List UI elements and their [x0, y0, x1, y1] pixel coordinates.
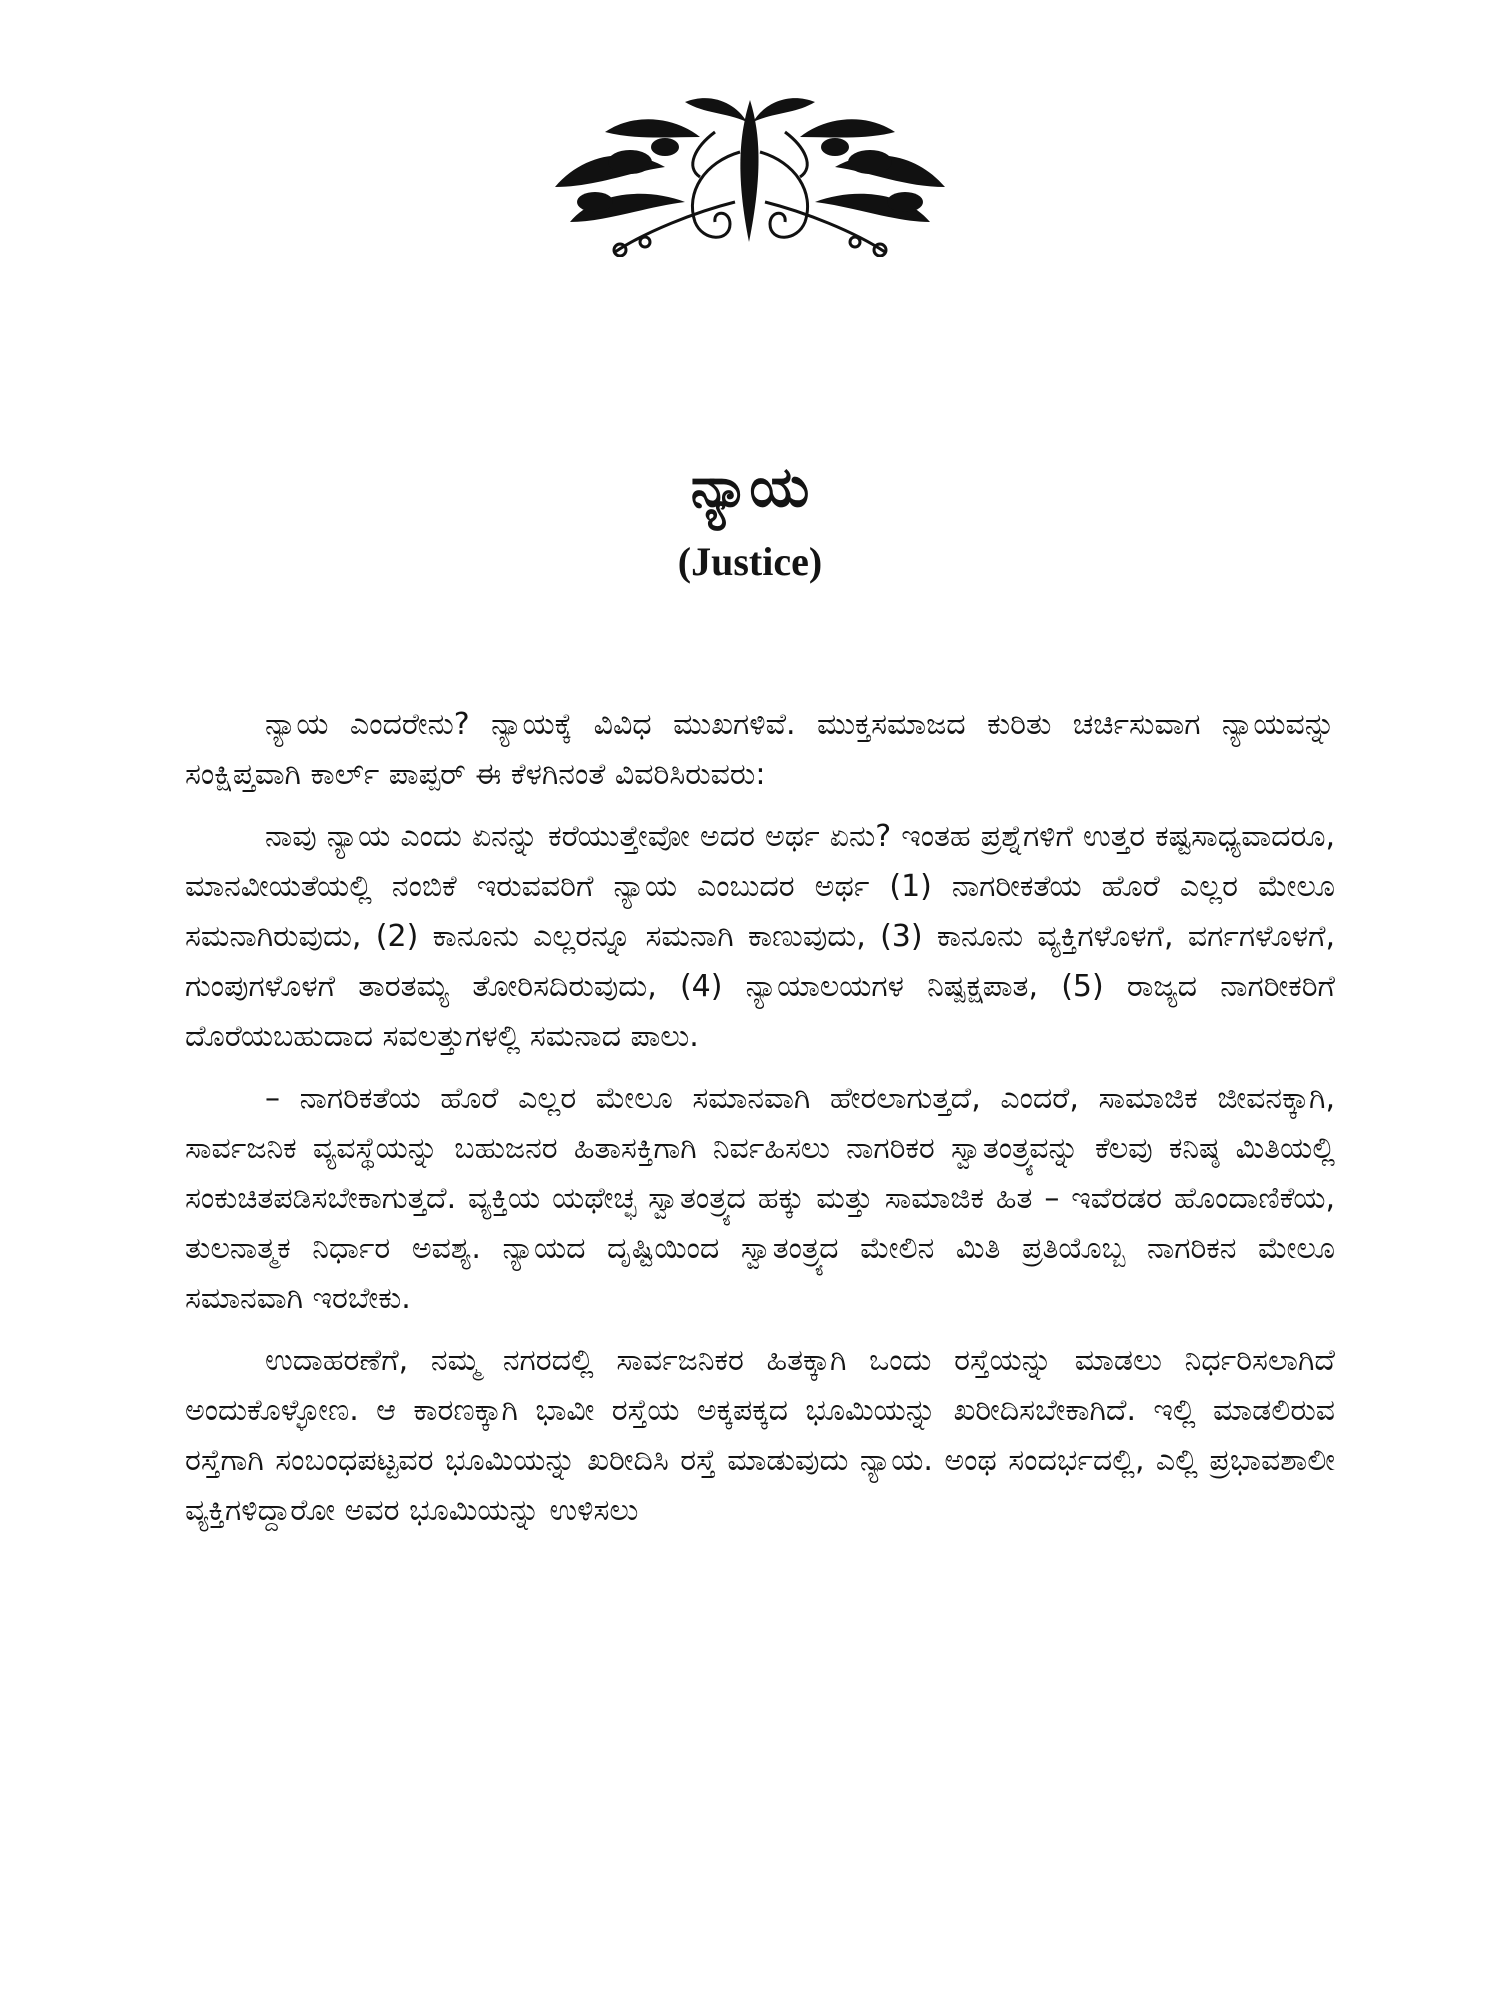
page-subtitle: (Justice) [677, 539, 823, 584]
paragraph: ನ್ಯಾಯ ಎಂದರೇನು? ನ್ಯಾಯಕ್ಕೆ ವಿವಿಧ ಮುಖಗಳಿವೆ. ಮುಕ್ತಸಮಾಜದ ಕುರಿತು ಚರ್ಚಿಸುವಾಗ ನ್ಯಾಯವನ್ನು ಸಂಕ್ಷಿಪ್ತವಾಗಿ ಕಾರ್ಲ್ ಪಾಪ್ಪರ್ ಈ ಕೆಳಗಿನಂತೆ ವಿವರಿಸಿರುವರು: [185, 707, 1335, 792]
paragraph: ನಾವು ನ್ಯಾಯ ಎಂದು ಏನನ್ನು ಕರೆಯುತ್ತೇವೋ ಅದರ ಅರ್ಥ ಏನು? ಇಂತಹ ಪ್ರಶ್ನೆಗಳಿಗೆ ಉತ್ತರ ಕಷ್ಟಸಾಧ್ಯವಾದರೂ, ಮಾನವೀಯತೆಯಲ್ಲಿ ನಂಬಿಕೆ ಇರುವವರಿಗೆ ನ್ಯಾಯ ಎಂಬುದರ ಅರ್ಥ (1) ನಾಗರೀಕತೆಯ ಹೊರೆ ಎಲ್ಲರ ಮೇಲೂ ಸಮನಾಗಿರುವುದು, (2) ಕಾನೂನು ಎಲ್ಲರನ್ನೂ ಸಮನಾಗಿ ಕಾಣುವುದು, (3) ಕಾನೂನು ವ್ಯಕ್ತಿಗಳೊಳಗೆ, ವರ್ಗಗಳೊಳಗೆ, ಗುಂಪುಗಳೊಳಗೆ ತಾರತಮ್ಯ ತೋರಿಸದಿರುವುದು, (4) ನ್ಯಾಯಾಲಯಗಳ ನಿಷ್ಪಕ್ಷಪಾತ, (5) ರಾಜ್ಯದ ನಾಗರೀಕರಿಗೆ ದೊರೆಯಬಹುದಾದ ಸವಲತ್ತುಗಳಲ್ಲಿ ಸಮನಾದ ಪಾಲು. [185, 819, 1335, 1054]
paragraph: ಉದಾಹರಣೆಗೆ, ನಮ್ಮ ನಗರದಲ್ಲಿ ಸಾರ್ವಜನಿಕರ ಹಿತಕ್ಕಾಗಿ ಒಂದು ರಸ್ತೆಯನ್ನು ಮಾಡಲು ನಿರ್ಧರಿಸಲಾಗಿದೆ ಅಂದುಕೊಳ್ಳೋಣ. ಆ ಕಾರಣಕ್ಕಾಗಿ ಭಾವೀ ರಸ್ತೆಯ ಅಕ್ಕಪಕ್ಕದ ಭೂಮಿಯನ್ನು ಖರೀದಿಸಬೇಕಾಗಿದೆ. ಇಲ್ಲಿ ಮಾಡಲಿರುವ ರಸ್ತೆಗಾಗಿ ಸಂಬಂಧಪಟ್ಟವರ ಭೂಮಿಯನ್ನು ಖರೀದಿಸಿ ರಸ್ತೆ ಮಾಡುವುದು ನ್ಯಾಯ. ಅಂಥ ಸಂದರ್ಭದಲ್ಲಿ, ಎಲ್ಲಿ ಪ್ರಭಾವಶಾಲೀ ವ್ಯಕ್ತಿಗಳಿದ್ದಾರೋ ಅವರ ಭೂಮಿಯನ್ನು ಉಳಿಸಲು [185, 1343, 1335, 1528]
paragraph: – ನಾಗರಿಕತೆಯ ಹೊರೆ ಎಲ್ಲರ ಮೇಲೂ ಸಮಾನವಾಗಿ ಹೇರಲಾಗುತ್ತದೆ, ಎಂದರೆ, ಸಾಮಾಜಿಕ ಜೀವನಕ್ಕಾಗಿ, ಸಾರ್ವಜನಿಕ ವ್ಯವಸ್ಥೆಯನ್ನು ಬಹುಜನರ ಹಿತಾಸಕ್ತಿಗಾಗಿ ನಿರ್ವಹಿಸಲು ನಾಗರಿಕರ ಸ್ವಾತಂತ್ರ್ಯವನ್ನು ಕೆಲವು ಕನಿಷ್ಠ ಮಿತಿಯಲ್ಲಿ ಸಂಕುಚಿತಪಡಿಸಬೇಕಾಗುತ್ತದೆ. ವ್ಯಕ್ತಿಯ ಯಥೇಚ್ಛ ಸ್ವಾತಂತ್ರ್ಯದ ಹಕ್ಕು ಮತ್ತು ಸಾಮಾಜಿಕ ಹಿತ – ಇವೆರಡರ ಹೊಂದಾಣಿಕೆಯ, ತುಲನಾತ್ಮಕ ನಿರ್ಧಾರ ಅವಶ್ಯ. ನ್ಯಾಯದ ದೃಷ್ಟಿಯಿಂದ ಸ್ವಾತಂತ್ರ್ಯದ ಮೇಲಿನ ಮಿತಿ ಪ್ರತಿಯೊಬ್ಬ ನಾಗರಿಕನ ಮೇಲೂ ಸಮಾನವಾಗಿ ಇರಬೇಕು. [185, 1081, 1335, 1316]
body-text [185, 700, 1335, 1548]
floral-ornament-icon [535, 92, 965, 257]
page-title: ನ್ಯಾಯ [690, 455, 810, 520]
